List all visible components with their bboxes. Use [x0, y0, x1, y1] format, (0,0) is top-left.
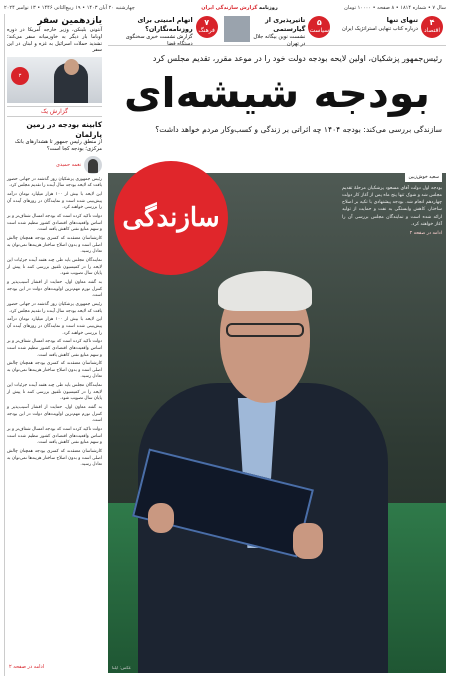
teaser-row: [108, 14, 446, 46]
brand-name: روزنامه: [259, 5, 278, 11]
teaser-badge: [308, 16, 330, 38]
overlay-text: بودجه اول دولت آقای مسعود پزشکیان مرحلهٔ تقدیم مجلس شد و شوک تنها پنج ماه پس از آغاز کار دولت چهاردهم انجام شد. بودجه پیشنهادی با تکیه بر اصلاح ساختار، کاهش وابستگی به نفت و حمایت از تولید ارائه شده است و نمایندگان مجلس بررسی آن را آغاز خواهند کرد.: [342, 186, 442, 227]
continue-link[interactable]: ادامه در صفحه ۲: [9, 664, 45, 670]
paragraph: نمایندگان مجلس باید طی چند هفته آینده جزئیات این لایحه را در کمیسیون تلفیق بررسی کنند تا پیش از پایان سال تصویب شود.: [7, 383, 102, 402]
paragraph: کارشناسان معتقدند که کسری بودجه همچنان چالش اصلی است و بدون اصلاح ساختار هزینه‌ها نمی‌توان به تعادل رسید.: [7, 449, 102, 468]
paragraph: کارشناسان معتقدند که کسری بودجه همچنان چالش اصلی است و بدون اصلاح ساختار هزینه‌ها نمی‌توان به تعادل رسید.: [7, 236, 102, 255]
left-headline-sub: از منطق رئیس جمهور تا هشدارهای بانک مرکزی؛ بودجه کجا است؟: [14, 139, 102, 152]
date-line: چهارشنبه ۲۰ آبان ۱۴۰۳ • ۱۹ ربیع‌الثانی ۱۴۴۶ • ۱۳ نوامبر ۲۰۲۴: [4, 5, 135, 11]
issue-line: سال ۷ • شماره ۱۸۱۴ • ۸ صفحه • ۱۰۰۰۰ تومان: [344, 5, 446, 11]
teaser-text: [253, 16, 306, 48]
paragraph: رئیس جمهوری پزشکیان روز گذشته در جهاتی حضور یافت که لایحه بودجه سال آینده را تقدیم مجلس کرد.: [7, 301, 102, 314]
main-subhead: سازندگی بررسی می‌کند: بودجه ۱۴۰۴ چه اثراتی بر زندگی و کسب‌وکار مردم خواهد داشت؟: [155, 125, 442, 134]
teaser-badge: [421, 16, 443, 38]
section-label: گزارش یک: [7, 106, 102, 117]
paragraph: دولت تاکید کرده است که بودجه امسال شفاف‌تر و بر اساس واقعیت‌های اقتصادی کشور تنظیم شده است و سهم منابع نفتی کاهش یافته است.: [7, 427, 102, 446]
paragraph: نمایندگان مجلس باید طی چند هفته آینده جزئیات این لایحه را در کمیسیون تلفیق بررسی کنند تا پیش از پایان سال تصویب شود.: [7, 257, 102, 277]
left-headline[interactable]: کابینه بودجه در زمین پارلمان: [26, 120, 102, 139]
paragraph: این لایحه با بیش از ۱۰۰ هزار میلیارد تومان درآمد پیش‌بینی شده است و نمایندگان در روزهای آینده آن را بررسی خواهند کرد.: [7, 317, 102, 336]
left-column: [4, 14, 104, 676]
teaser-item[interactable]: [108, 14, 221, 48]
teaser-page-label: فرهنگ: [198, 27, 215, 35]
paragraph: به گفته معاون اول، حمایت از اقشار آسیب‌پذیر و کنترل تورم مهم‌ترین اولویت‌های دولت در این بودجه است.: [7, 405, 102, 424]
brand-strip: [201, 5, 278, 11]
teaser-title: تنهای تنها: [386, 16, 418, 24]
teaser-title: اتهام امنیتی برای روزنامه‌نگاران؟: [137, 16, 193, 33]
main-story: [108, 48, 446, 676]
teaser-page-label: اقتصاد: [423, 27, 441, 35]
teaser-item[interactable]: [333, 14, 446, 45]
hand: [148, 503, 174, 533]
continue-link[interactable]: ادامه در صفحه ۲: [409, 230, 442, 236]
paragraph: کارشناسان معتقدند که کسری بودجه همچنان چالش اصلی است و بدون اصلاح ساختار هزینه‌ها نمی‌توان به تعادل رسید.: [7, 361, 102, 380]
teaser-text: [342, 16, 418, 33]
left-top-photo: [7, 57, 102, 103]
teaser-thumbnail: [224, 16, 250, 42]
photo-credit: عکس: ایلنا: [112, 665, 132, 670]
teaser-page-number: ۴: [429, 18, 435, 28]
top-strip: [4, 2, 446, 14]
left-article-body: [5, 177, 104, 469]
paragraph: به گفته معاون اول، حمایت از اقشار آسیب‌پذیر و کنترل تورم مهم‌ترین اولویت‌های دولت در این بودجه است.: [7, 279, 102, 299]
glasses: [226, 323, 304, 337]
columnist-name: سعید خوش‌زبین: [405, 173, 442, 182]
teaser-title: تاثیرپذیری از گیارستمی: [265, 16, 306, 33]
teaser-summary: نشست نوین بیگانه جلال در تهران: [253, 34, 306, 48]
teaser-text: [111, 16, 193, 48]
left-top-title[interactable]: یازدهمین سفر: [37, 16, 102, 26]
main-kicker: رئیس‌جمهور پزشکیان، اولین لایحه بودجه دولت خود را در موعد مقرر، تقدیم مجلس کرد: [152, 54, 442, 63]
author-avatar: [84, 156, 102, 174]
author-byline: [5, 153, 104, 177]
overlay-column: [340, 171, 444, 371]
teaser-page-label: سیاست: [309, 27, 330, 35]
teaser-page-number: ۷: [204, 18, 210, 28]
teaser-page-number: ۵: [316, 18, 322, 28]
paragraph: دولت تاکید کرده است که بودجه امسال شفاف‌تر و بر اساس واقعیت‌های اقتصادی کشور تنظیم شده است و سهم منابع نفتی کاهش یافته است.: [7, 339, 102, 358]
author-name: نغمه حمیدی: [56, 161, 81, 168]
teaser-badge: [196, 16, 218, 38]
logo-text: سازندگی: [122, 203, 220, 233]
hair: [218, 271, 312, 311]
paragraph: این لایحه با بیش از ۱۰۰ هزار میلیارد تومان درآمد پیش‌بینی شده است و نمایندگان در روزهای آینده آن را بررسی خواهند کرد.: [7, 192, 102, 211]
sazandegi-logo: [114, 161, 228, 275]
hand: [293, 523, 323, 559]
person-face: [64, 59, 79, 75]
teaser-summary: درباره کتاب تنهایی استراتژیک ایران: [342, 25, 418, 32]
brand-name-red: گزارش سازندگی ایران: [201, 5, 258, 11]
teaser-item[interactable]: [221, 14, 334, 48]
main-headline[interactable]: بودجه شیشه‌ای: [123, 69, 431, 117]
left-top-text: آنتونی بلینکن، وزیر خارجه آمریکا در دوره اوباما بار دیگر به خاورمیانه سفر می‌کند؛ تشدید حملات اسرائیل به غزه و لبنان در این سفر: [7, 27, 102, 54]
teaser-summary: گزارش نشست خبری سخنگوی دستگاه قضا: [125, 34, 193, 48]
paragraph: رئیس جمهوری پزشکیان روز گذشته در جهاتی حضور یافت که لایحه بودجه سال آینده را تقدیم مجلس کرد.: [7, 176, 102, 189]
page-badge: ۳: [11, 67, 29, 85]
paragraph: دولت تاکید کرده است که بودجه امسال شفاف‌تر و بر اساس واقعیت‌های اقتصادی کشور تنظیم شده است و سهم منابع نفتی کاهش یافته است.: [7, 214, 102, 233]
